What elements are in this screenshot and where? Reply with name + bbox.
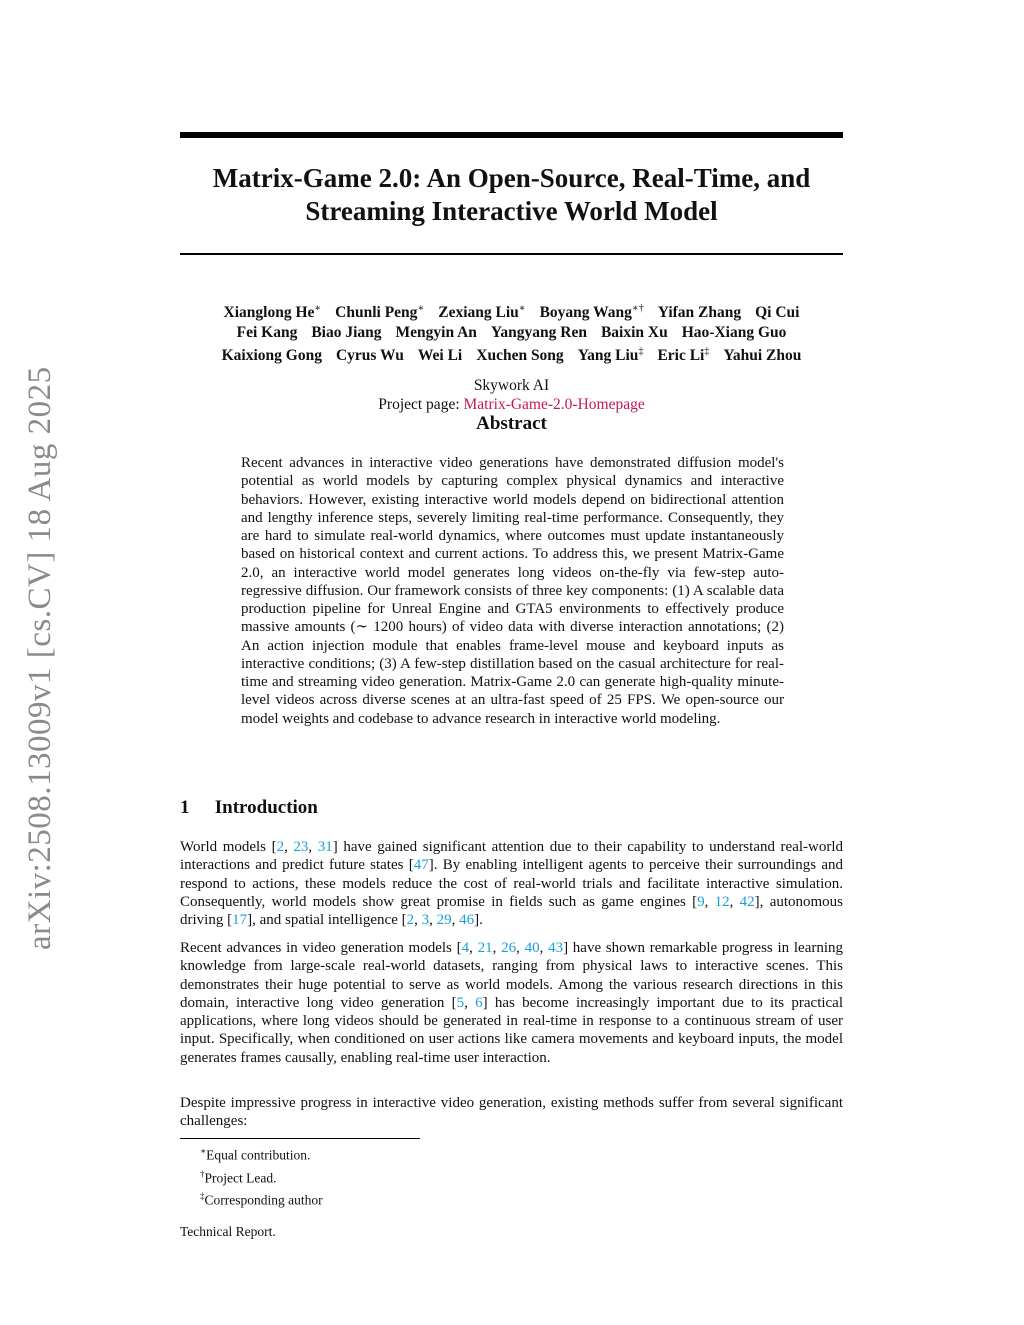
author-name: Xianglong He∗ [223,303,322,322]
citation-link[interactable]: 5 [456,994,465,1011]
author-row-2 [160,323,863,343]
citation-link[interactable]: 2 [406,912,415,928]
citation-link[interactable]: 40 [524,940,540,956]
author-name: Yahui Zhou [723,347,802,365]
citation-link[interactable]: 42 [739,893,755,910]
author-name: Kaixiong Gong [221,347,322,365]
author-name: Fei Kang [236,323,298,341]
citation-link[interactable]: 21 [477,940,493,956]
project-page-link[interactable]: Matrix-Game-2.0-Homepage [463,396,645,413]
arxiv-stamp: arXiv:2508.13009v1 [cs.CV] 18 Aug 2025 [22,366,58,950]
citation-link[interactable]: 9 [697,893,705,910]
author-name: Yangyang Ren [490,323,587,341]
project-page-line [180,395,843,414]
author-name: Zexiang Liu∗ [438,303,526,322]
footnote: ‡Corresponding author [200,1191,323,1208]
author-name: Cyrus Wu [335,347,404,365]
project-page-label: Project page: [378,396,460,413]
citation-link[interactable]: 46 [459,912,475,928]
title-top-rule [180,132,843,138]
citation-link[interactable]: 4 [461,940,470,956]
author-list [160,299,863,366]
paper-title: Matrix-Game 2.0: An Open-Source, Real-Time, and Streaming Interactive World Model [212,163,811,226]
citation-link[interactable]: 31 [317,839,333,855]
affiliation: Skywork AI [473,377,550,394]
intro-paragraph-3: Despite impressive progress in interactive video generation, existing methods suffer from several significant challenges: [180,1095,843,1130]
author-mark: ∗ [314,303,322,314]
author-name: Yifan Zhang [657,304,742,322]
footnote-rule [180,1138,420,1139]
footnote: ∗Equal contribution. [200,1146,311,1163]
citation-link[interactable]: 3 [421,912,430,928]
author-name: Biao Jiang [311,323,382,341]
author-name: Chunli Peng∗ [335,303,425,322]
citation-link[interactable]: 17 [232,912,248,928]
citation-link[interactable]: 6 [475,994,483,1011]
citation-link[interactable]: 43 [548,940,564,956]
author-name: Boyang Wang∗† [539,303,644,322]
citation-link[interactable]: 2 [276,839,285,855]
author-name: Eric Li‡ [657,346,710,365]
footnotes [200,1142,323,1210]
author-name: Baixin Xu [600,323,668,341]
citation-link[interactable]: 23 [293,839,309,855]
citation-link[interactable]: 26 [501,940,517,956]
affiliation-block [180,376,843,414]
author-name: Qi Cui [755,304,800,322]
author-name: Mengyin An [395,323,477,341]
author-mark: ∗ [518,303,526,314]
section-heading [180,797,318,819]
intro-paragraph-2: Recent advances in video generation models [4, 21, 26, 40, 43] have shown remarkable progress in learning knowledge from large-scale real-world datasets, ranging from physical laws to interactive scenes. This demonstrates their huge potential to serve as world models. Among the various research directions in this domain, interactive long video generation [5, 6] has become increasingly important due to its practical applications, where long videos should be generated in real-time in response to a continuous stream of user input. Specifically, when conditioned on user actions like camera movements and keyboard inputs, the model generates frames causally, enabling real-time user interaction. [180,940,844,1066]
author-row-3 [160,342,863,366]
author-row-1 [160,299,863,323]
author-name: Hao-Xiang Guo [681,323,787,341]
author-name: Yang Liu‡ [577,346,644,365]
technical-report-label: Technical Report. [180,1224,276,1239]
abstract-heading: Abstract [476,413,547,434]
section-number: 1 [180,797,190,818]
intro-paragraph-1: World models [2, 23, 31] have gained significant attention due to their capability to understand real-world interactions and predict future states [47]. By enabling intelligent agents to perceive their surroundings and respond to actions, these models reduce the cost of real-world trials and facilitate interactive simulation. Consequently, world models show great promise in fields such as game engines [9, 12, 42], autonomous driving [17], and spatial intelligence [2, 3, 29, 46]. [180,839,844,928]
author-mark: ‡ [638,346,644,358]
footnote: †Project Lead. [200,1168,277,1185]
citation-link[interactable]: 29 [436,912,452,928]
author-name: Xuchen Song [476,347,564,365]
title-bottom-rule [180,253,843,255]
citation-link[interactable]: 47 [413,857,429,874]
citation-link[interactable]: 12 [714,893,730,910]
author-mark: ‡ [704,346,710,358]
author-mark: ∗ [417,303,425,314]
author-name: Wei Li [417,347,463,365]
section-title: Introduction [214,797,318,818]
abstract-text: Recent advances in interactive video generations have demonstrated diffusion model's potential as world models by capturing complex physical dynamics and interactive behaviors. However, existing interactive world models depend on bidirectional attention and lengthy inference steps, severely limiting real-time performance. Consequently, they are hard to simulate real-world dynamics, where outcomes must update instantaneously based on historical context and current actions. To address this, we present Matrix-Game 2.0, an interactive world model generates long videos on-the-fly via few-step auto-regressive diffusion. Our framework consists of three key components: (1) A scalable data production pipeline for Unreal Engine and GTA5 environments to effectively produce massive amounts (∼ 1200 hours) of video data with diverse interaction annotations; (2) An action injection module that enables frame-level mouse and keyboard inputs as interactive conditions; (3) A few-step distillation based on the casual architecture for real-time and streaming video generation. Matrix-Game 2.0 can generate high-quality minute-level videos across diverse scenes at an ultra-fast speed of 25 FPS. We open-source our model weights and codebase to advance research in interactive world modeling. [241,455,784,727]
author-mark: ∗† [631,303,644,314]
